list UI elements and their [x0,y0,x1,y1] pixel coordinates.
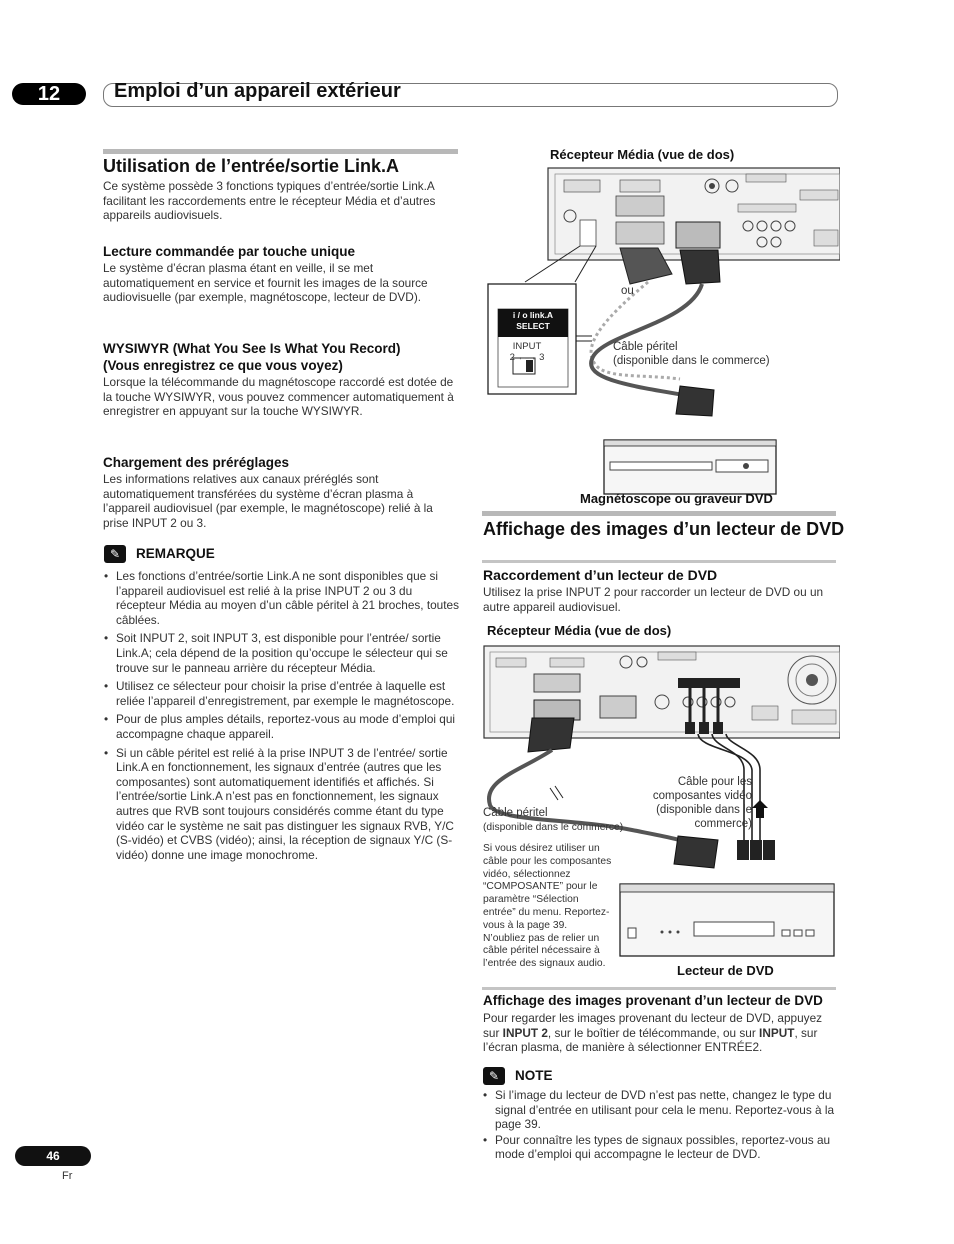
feature-title-wysiwyr: WYSIWYR (What You See Is What You Record) [103,341,401,356]
component-cable-label: Câble pour les composantes vidéo (disponible dans le commerce) [652,776,752,830]
diagram2-title: Récepteur Média (vue de dos) [487,623,672,638]
section-bar [103,149,458,154]
remark-label: REMARQUE [136,546,215,561]
section-title-dvd: Affichage des images d’un lecteur de DVD [483,519,845,539]
feature-text-one-touch: Le système d’écran plasma étant en veille, il se met automatiquement en service et fournit les images de la source audiovisuelle (par exemple, magnétoscope, lecteur de DVD). [103,261,428,305]
intro-text: Ce système possède 3 fonctions typiques d’entrée/sortie Link.A facilitant les raccordements entre le récepteur Média et d’autres appareils audiovisuels. [103,179,436,223]
chapter-number-badge: 12 [12,83,86,105]
scart-cable-sub-2: (disponible dans le commerce) [483,822,624,833]
sub-title-dvd-connection: Raccordement d’un lecteur de DVD [483,567,718,583]
feature-text-presets: Les informations relatives aux canaux préréglés sont automatiquement transférées du système d’écran plasma à l’appareil audiovisuel (par exemple, le magnétoscope) relié à la prise INPUT 2 ou 3. [103,472,433,530]
sub-bar-view [482,987,836,990]
section-bar-dvd [482,511,836,516]
ou-label: ou [621,285,634,297]
receiver-vcr-diagram [480,164,840,504]
scart-cable-label-1: Câble péritel (disponible dans le commerce) [613,341,770,367]
feature-text-wysiwyr: Lorsque la télécommande du magnétoscope raccordé est dotée de la touche WYSIWYR, vous pouvez commencer automatiquement à enregistrer en appuyant sur la touche WYSIWYR. [103,375,454,419]
sub-title-view: Affichage des images provenant d’un lecteur de DVD [483,993,823,1008]
chapter-title: Emploi d’un appareil extérieur [114,80,401,102]
note-label: NOTE [515,1068,553,1083]
section-title-linka: Utilisation de l’entrée/sortie Link.A [103,156,400,176]
selector-title: i / o link.A SELECT [512,310,554,331]
remark-list [104,569,459,866]
note-pencil-icon: ✎ [104,545,126,563]
remark-item: • Pour de plus amples détails, reportez-vous au mode d’emploi qui accompagne chaque appareil. [104,712,459,741]
sub-bar [482,560,836,563]
feature-title-one-touch: Lecture commandée par touche unique [103,244,356,259]
remark-item: • Si un câble péritel est relié à la prise INPUT 3 de l’entrée/ sortie Link.A en fonctionnement, les signaux d’entrée (autres que les composantes) sont automatiquement identifiés et affichés. Si l’entrée/sortie Link.A n’est pas en fonctionnement, les signaux autres que RVB sont toujours considérés comme étant du type vidéo car le système ne sait pas distinguer les signaux RVB, Y/C (S-vidéo) et CVBS (vidéo); ainsi, la réception de signaux Y/C (S-vidéo) donne une image monochrome. [104,746,459,863]
selector-input-label: INPUT 2 ←→ 3 [509,341,545,363]
scart-cable-label-2: Câble péritel [483,807,548,819]
feature-subtitle-wysiwyr: (Vous enregistrez ce que vous voyez) [103,358,343,373]
note-pencil-icon-2: ✎ [483,1067,505,1085]
page-number: 46 [15,1146,91,1166]
vcr-label: Magnétoscope ou graveur DVD [580,491,773,506]
sub-text-dvd-connection: Utilisez la prise INPUT 2 pour raccorder un lecteur de DVD ou un autre appareil audiovisuel. [483,585,824,614]
note-list [483,1088,839,1166]
side-note: Si vous désirez utiliser un câble pour les composantes vidéo, sélectionnez “COMPOSANTE” pour le paramètre “Sélection entrée” du menu. Reportez- vous à la page 39. N’oubliez pas de relier un câble péritel nécessaire à l’entrée des signaux audio. [483,843,612,970]
dvd-player-device [620,884,834,956]
note-item: • Si l’image du lecteur de DVD n’est pas nette, changez le type du signal d’entrée en utilisant pour cela le menu. Reportez-vous à la page 39. [483,1088,839,1132]
feature-title-presets: Chargement des préréglages [103,455,290,470]
remark-item: • Utilisez ce sélecteur pour choisir la prise d’entrée à laquelle est reliée l’appareil d’enregistrement, par exemple le magnétoscope. [104,679,459,708]
language-code: Fr [62,1170,73,1182]
remark-item: • Les fonctions d’entrée/sortie Link.A ne sont disponibles que si l’appareil audiovisuel est relié à la prise INPUT 2 ou 3 du récepteur Média au moyen d’un câble péritel à 21 broches, toutes câblées. [104,569,459,627]
diagram1-title: Récepteur Média (vue de dos) [550,147,735,162]
note-item: • Pour connaître les types de signaux possibles, reportez-vous au mode d’emploi qui accompagne le lecteur de DVD. [483,1133,839,1162]
remark-item: • Soit INPUT 2, soit INPUT 3, est disponible pour l’entrée/ sortie Link.A; cela dépend de la position qu’occupe le sélecteur qui se trouve sur le panneau arrière du récepteur Média. [104,631,459,675]
dvd-label: Lecteur de DVD [677,963,774,978]
view-text: Pour regarder les images provenant du lecteur de DVD, appuyez sur INPUT 2, sur le boîtier de télécommande, ou sur INPUT, sur l’écran plasma, de manière à sélectionner ENTRÉE2. [483,1011,823,1055]
